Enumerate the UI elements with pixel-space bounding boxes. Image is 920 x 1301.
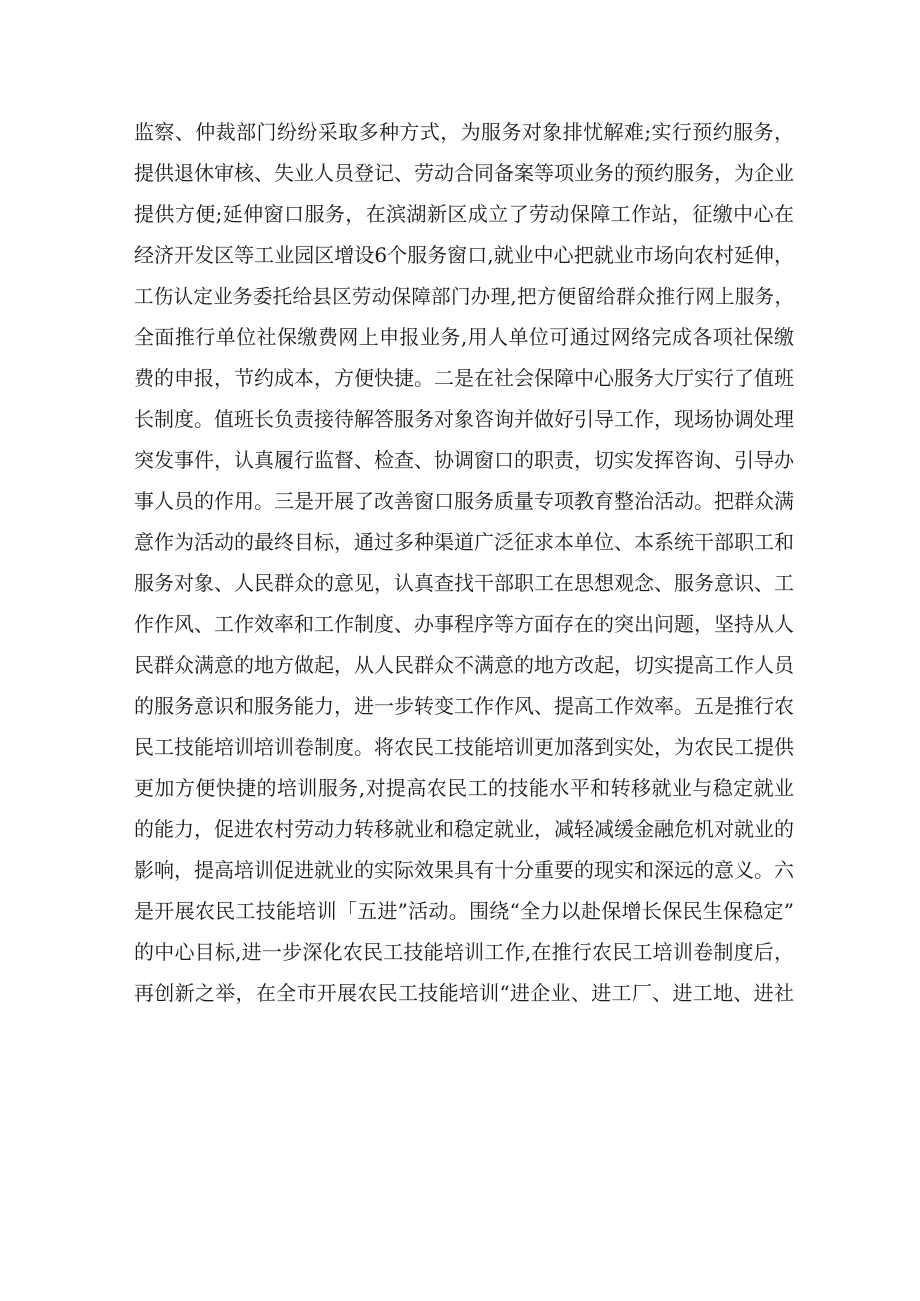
text-line-20: 是开展农民工技能培训「五进”活动。围绕“全力以赴保增长保民生保稳定” <box>134 899 794 923</box>
text-line-4: 经济开发区等工业园区增设6个服务窗口,就业中心把就业市场向农村延伸， <box>134 243 794 267</box>
text-line-15: 的服务意识和服务能力，进一步转变工作作风、提高工作效率。五是推行农 <box>134 694 794 718</box>
text-line-21: 的中心目标,进一步深化农民工技能培训工作,在推行农民工培训卷制度后， <box>134 940 794 964</box>
text-line-8: 长制度。值班长负责接待解答服务对象咨询并做好引导工作，现场协调处理 <box>134 407 794 431</box>
text-line-19: 影响，提高培训促进就业的实际效果具有十分重要的现实和深远的意义。六 <box>134 858 794 882</box>
text-line-3: 提供方便;延伸窗口服务，在滨湖新区成立了劳动保障工作站，征缴中心在 <box>134 202 794 226</box>
text-line-12: 服务对象、人民群众的意见，认真查找干部职工在思想观念、服务意识、工 <box>134 571 794 595</box>
text-line-13: 作作风、工作效率和工作制度、办事程序等方面存在的突出问题，坚持从人 <box>134 612 794 636</box>
text-line-11: 意作为活动的最终目标，通过多种渠道广泛征求本单位、本系统干部职工和 <box>134 530 794 554</box>
text-line-1: 监察、仲裁部门纷纷采取多种方式，为服务对象排忧解难;实行预约服务， <box>134 120 794 144</box>
text-line-17: 更加方便快捷的培训服务,对提高农民工的技能水平和转移就业与稳定就业 <box>134 776 794 800</box>
text-line-16: 民工技能培训培训卷制度。将农民工技能培训更加落到实处，为农民工提供 <box>134 735 794 759</box>
text-line-7: 费的申报，节约成本，方便快捷。二是在社会保障中心服务大厅实行了值班 <box>134 366 794 390</box>
text-line-9: 突发事件，认真履行监督、检查、协调窗口的职责，切实发挥咨询、引导办 <box>134 448 794 472</box>
text-line-22: 再创新之举，在全市开展农民工技能培训“进企业、进工厂、进工地、进社 <box>134 981 794 1005</box>
body-paragraph <box>134 112 794 1014</box>
text-line-5: 工伤认定业务委托给县区劳动保障部门办理,把方便留给群众推行网上服务， <box>134 285 794 308</box>
text-line-10: 事人员的作用。三是开展了改善窗口服务质量专项教育整治活动。把群众满 <box>134 489 794 513</box>
text-line-6: 全面推行单位社保缴费网上申报业务,用人单位可通过网络完成各项社保缴 <box>134 325 794 349</box>
text-line-18: 的能力，促进农村劳动力转移就业和稳定就业，减轻减缓金融危机对就业的 <box>134 817 794 841</box>
text-line-2: 提供退休审核、失业人员登记、劳动合同备案等项业务的预约服务，为企业 <box>134 161 794 185</box>
text-line-14: 民群众满意的地方做起，从人民群众不满意的地方改起，切实提高工作人员 <box>134 653 794 677</box>
